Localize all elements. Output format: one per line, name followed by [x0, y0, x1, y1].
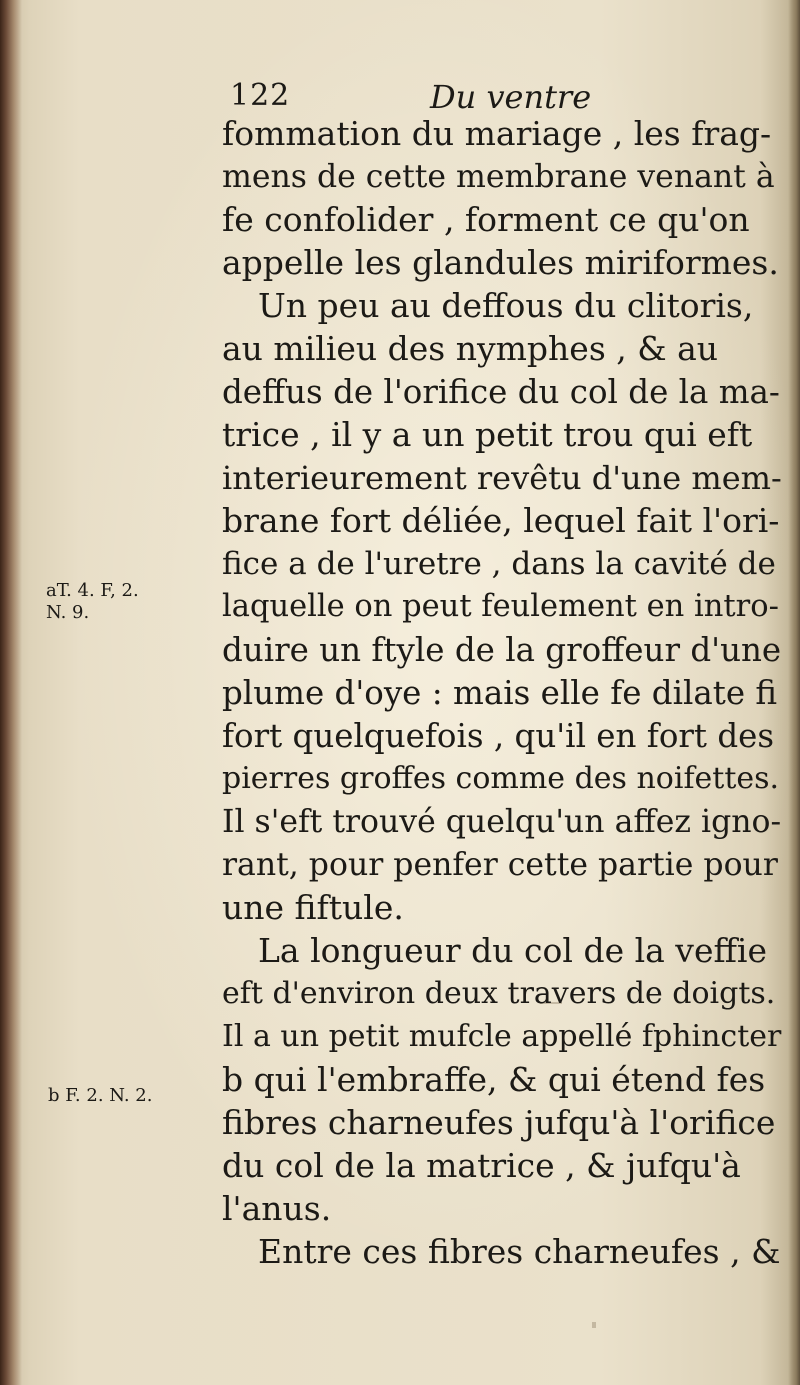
text-line: fommation du mariage , les frag-	[222, 114, 772, 153]
text-line: fe confolider , forment ce qu'on	[222, 200, 750, 239]
binding-gutter	[0, 0, 22, 1385]
text-line: interieurement revêtu d'une mem-	[222, 459, 782, 497]
text-line: fort quelquefois , qu'il en fort des	[222, 717, 775, 755]
text-line: appelle les glandules miriformes.	[222, 243, 779, 282]
text-line: fibres charneufes jufqu'à l'orifice	[222, 1103, 776, 1142]
text-line: l'anus.	[222, 1189, 332, 1228]
text-line: Un peu au deffous du clitoris,	[258, 286, 754, 325]
text-line: mens de cette membrane venant à	[222, 159, 775, 195]
margin-note	[48, 1085, 152, 1107]
text-line: eft d'environ deux travers de doigts.	[222, 976, 776, 1011]
text-line: b qui l'embraffe, & qui étend fes	[222, 1060, 766, 1099]
margin-note-line: N. 9.	[46, 602, 90, 623]
text-line: au milieu des nymphes , & au	[222, 329, 719, 368]
text-line: Il a un petit mufcle appellé fphincter	[222, 1019, 782, 1054]
text-line: rant, pour penfer cette partie pour	[222, 847, 778, 883]
text-line: trice , il y a un petit trou qui eft	[222, 415, 753, 454]
text-line: La longueur du col de la veffie	[258, 931, 768, 970]
text-line: deffus de l'orifice du col de la ma-	[222, 373, 780, 411]
text-line: pierres groffes comme des noifettes.	[222, 761, 780, 796]
text-line: du col de la matrice , & jufqu'à	[222, 1146, 741, 1185]
text-line: duire un ftyle de la groffeur d'une	[222, 631, 782, 669]
margin-note-line: aT. 4. F, 2.	[46, 580, 139, 601]
margin-note-line: b F. 2. N. 2.	[48, 1085, 153, 1106]
body-text	[222, 110, 800, 1290]
paper-speck	[592, 1322, 596, 1328]
text-line: Il s'eft trouvé quelqu'un affez igno-	[222, 804, 782, 840]
text-line: plume d'oye : mais elle fe dilate fi	[222, 674, 778, 712]
text-line: une fiftule.	[222, 888, 404, 927]
text-line: fice a de l'uretre , dans la cavité de	[222, 546, 776, 582]
text-line: brane fort déliée, lequel fait l'ori-	[222, 501, 780, 540]
text-line: Entre ces fibres charneufes , &	[258, 1232, 781, 1271]
running-title: Du ventre	[430, 78, 592, 116]
margin-note	[46, 580, 139, 624]
page-number: 122	[230, 78, 291, 113]
text-line: laquelle on peut feulement en intro-	[222, 589, 779, 624]
